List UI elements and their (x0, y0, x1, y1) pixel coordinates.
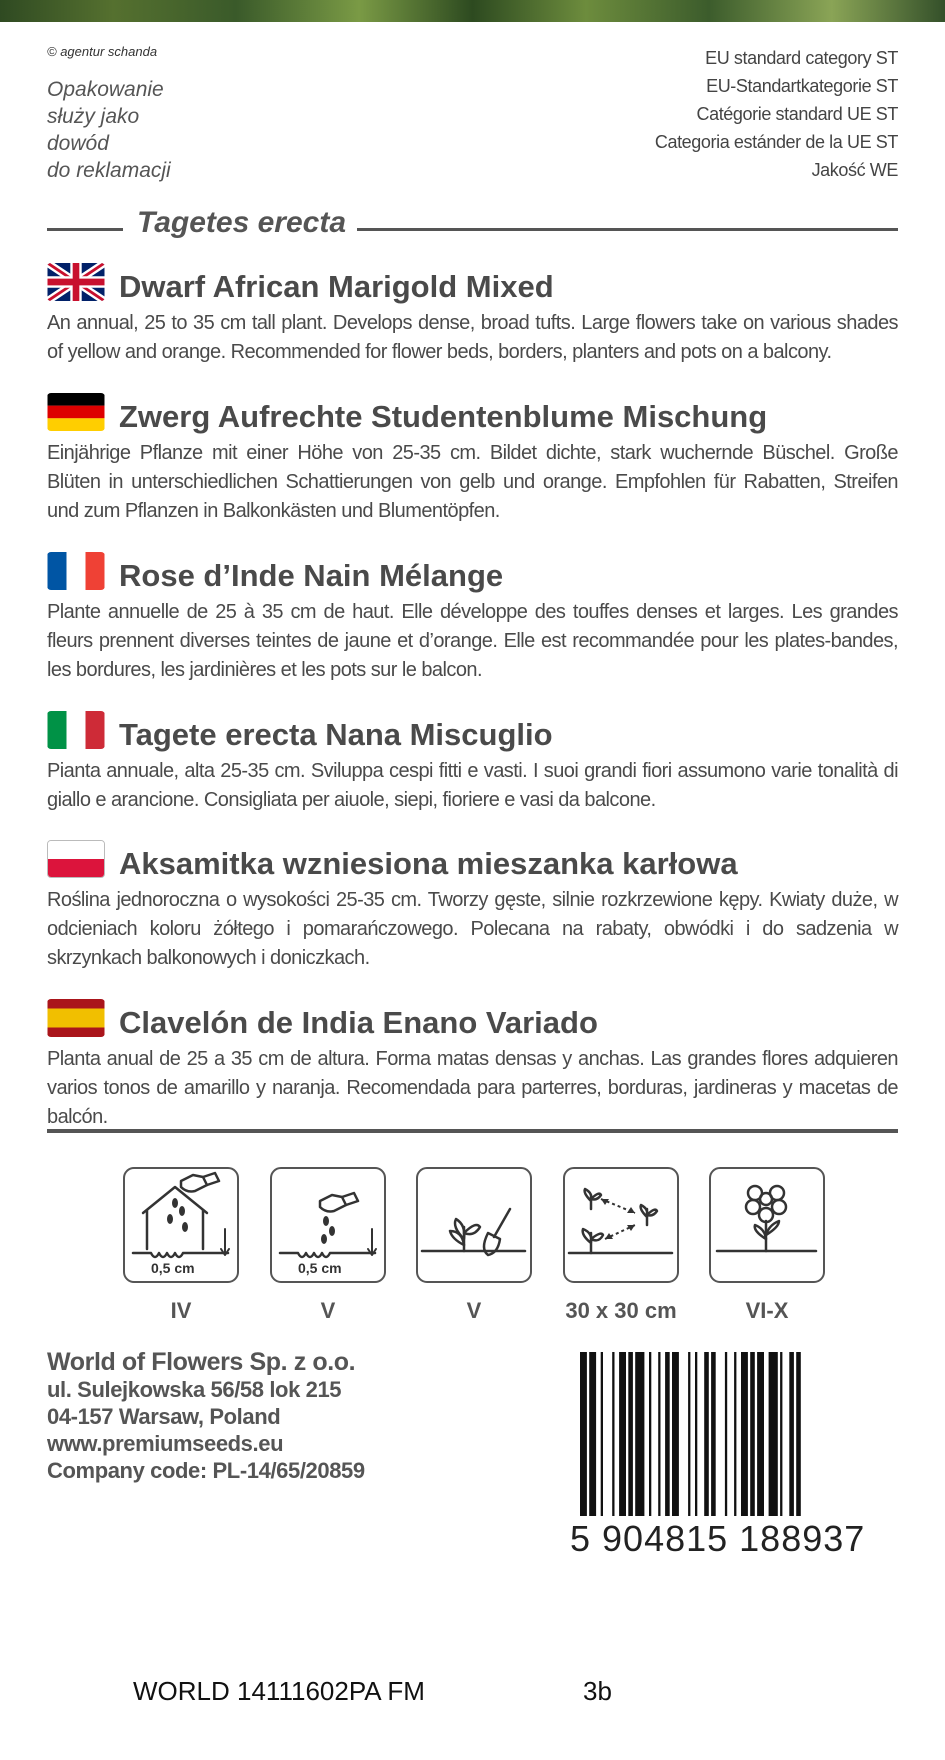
complaint-line: służy jako (47, 105, 140, 128)
eu-standard-line: EU standard category ST (705, 48, 898, 68)
top-photo-strip (0, 0, 945, 22)
section-title: Tagete erecta Nana Miscuglio (119, 717, 553, 752)
eu-standard-line: Catégorie standard UE ST (696, 104, 898, 124)
rule-line-right (357, 228, 898, 231)
section-english (47, 263, 898, 373)
complaint-line: Opakowanie (47, 78, 164, 101)
icon-caption: V (320, 1298, 336, 1323)
italy-flag-icon (47, 711, 105, 749)
barcode-digits: 5 904815 188937 (570, 1518, 866, 1559)
section-title: Rose d’Inde Nain Mélange (119, 558, 504, 593)
complaint-line: dowód (47, 132, 109, 155)
france-flag-icon (47, 552, 105, 590)
transplanting-icon (416, 1167, 532, 1283)
company-website[interactable]: www.premiumseeds.eu (47, 1431, 284, 1456)
section-german (47, 393, 898, 533)
plant-spacing-icon (563, 1167, 679, 1283)
eu-standard-line: EU-Standartkategorie ST (706, 76, 898, 96)
section-title: Zwerg Aufrechte Studentenblume Mischung (119, 399, 768, 434)
print-code: WORLD 14111602PA FM (133, 1676, 425, 1706)
section-divider (47, 1129, 898, 1133)
section-spanish (47, 999, 898, 1128)
indoor-sowing-icon (123, 1167, 239, 1283)
section-title: Dwarf African Marigold Mixed (119, 269, 554, 304)
section-italian (47, 711, 898, 821)
latin-name: Tagetes erecta (137, 206, 347, 239)
spain-flag-icon (47, 999, 105, 1037)
complaint-note (47, 76, 171, 184)
latin-name-row (47, 206, 898, 246)
icon-caption: IV (170, 1298, 192, 1323)
icon-caption: VI-X (745, 1298, 789, 1323)
eu-standard-line: Categoria estánder de la UE ST (654, 132, 898, 152)
section-text: Einjährige Pflanze mit einer Höhe von 25-35 cm. Bildet dichte, stark wuchernde Büschel. Große Blüten in unterschiedlichen Schattierungen von gelb und orange. Empfohlen für Rabatten, Streifen und zum Pflanzen in Balkonkästen und Blumentöpfen. (47, 442, 898, 522)
print-version: 3b (583, 1676, 612, 1706)
section-polish (47, 840, 898, 980)
depth-label: 0,5 cm (298, 1260, 342, 1276)
eu-standard-block (655, 44, 898, 184)
eu-standard-line: Jakość WE (811, 160, 898, 180)
poland-flag-icon (47, 840, 105, 878)
section-text: An annual, 25 to 35 cm tall plant. Develops dense, broad tufts. Large flowers take on various shades of yellow and orange. Recommended for flower beds, borders, planters and pots on a balcony. (47, 312, 898, 363)
section-text: Plante annuelle de 25 à 35 cm de haut. Elle développe des touffes denses et larges. Les grandes fleurs prennent diverses teintes de jaune et d’orange. Elle est recommandée pour les plates-bandes, les bordures, les jardinières et les pots sur le balcon. (47, 601, 898, 681)
germany-flag-icon (47, 393, 105, 431)
company-city: 04-157 Warsaw, Poland (47, 1404, 281, 1429)
company-street: ul. Sulejkowska 56/58 lok 215 (47, 1377, 342, 1402)
section-text: Planta anual de 25 a 35 cm de altura. Forma matas densas y anchas. Las grandes flores adquieren varios tonos de amarillo y naranja. Recomendada para parterres, borduras, jardineras y macetas de balcón. (47, 1048, 898, 1128)
section-french (47, 552, 898, 692)
company-code: Company code: PL-14/65/20859 (47, 1458, 365, 1483)
icon-caption: 30 x 30 cm (565, 1298, 677, 1323)
section-title: Aksamitka wzniesiona mieszanka karłowa (119, 846, 738, 881)
icon-caption: V (466, 1298, 482, 1323)
flowering-icon (709, 1167, 825, 1283)
rule-line-left (47, 228, 123, 231)
depth-label: 0,5 cm (151, 1260, 195, 1276)
section-text: Roślina jednoroczna o wysokości 25-35 cm. Tworzy gęste, silnie rozkrzewione kępy. Kwiaty duże, w odcieniach koloru żółtego i pomarańczowego. Polecana na rabaty, obwódki i do sadzenia w skrzynkach balkonowych i doniczkach. (47, 889, 898, 969)
outdoor-sowing-icon (270, 1167, 386, 1283)
company-address (47, 1349, 365, 1484)
section-title: Clavelón de India Enano Variado (119, 1005, 598, 1040)
section-text: Pianta annuale, alta 25-35 cm. Sviluppa cespi fitti e vasti. I suoi grandi fiori assumono varie tonalità di giallo e arancione. Consigliata per aiuole, siepi, fioriere e vasi da balcone. (47, 760, 898, 811)
sowing-icons-row (123, 1167, 827, 1327)
uk-flag-icon (47, 263, 105, 301)
complaint-line: do reklamacji (47, 159, 171, 182)
company-name: World of Flowers Sp. z o.o. (47, 1348, 356, 1376)
agency-credit: © agentur schanda (47, 44, 158, 59)
